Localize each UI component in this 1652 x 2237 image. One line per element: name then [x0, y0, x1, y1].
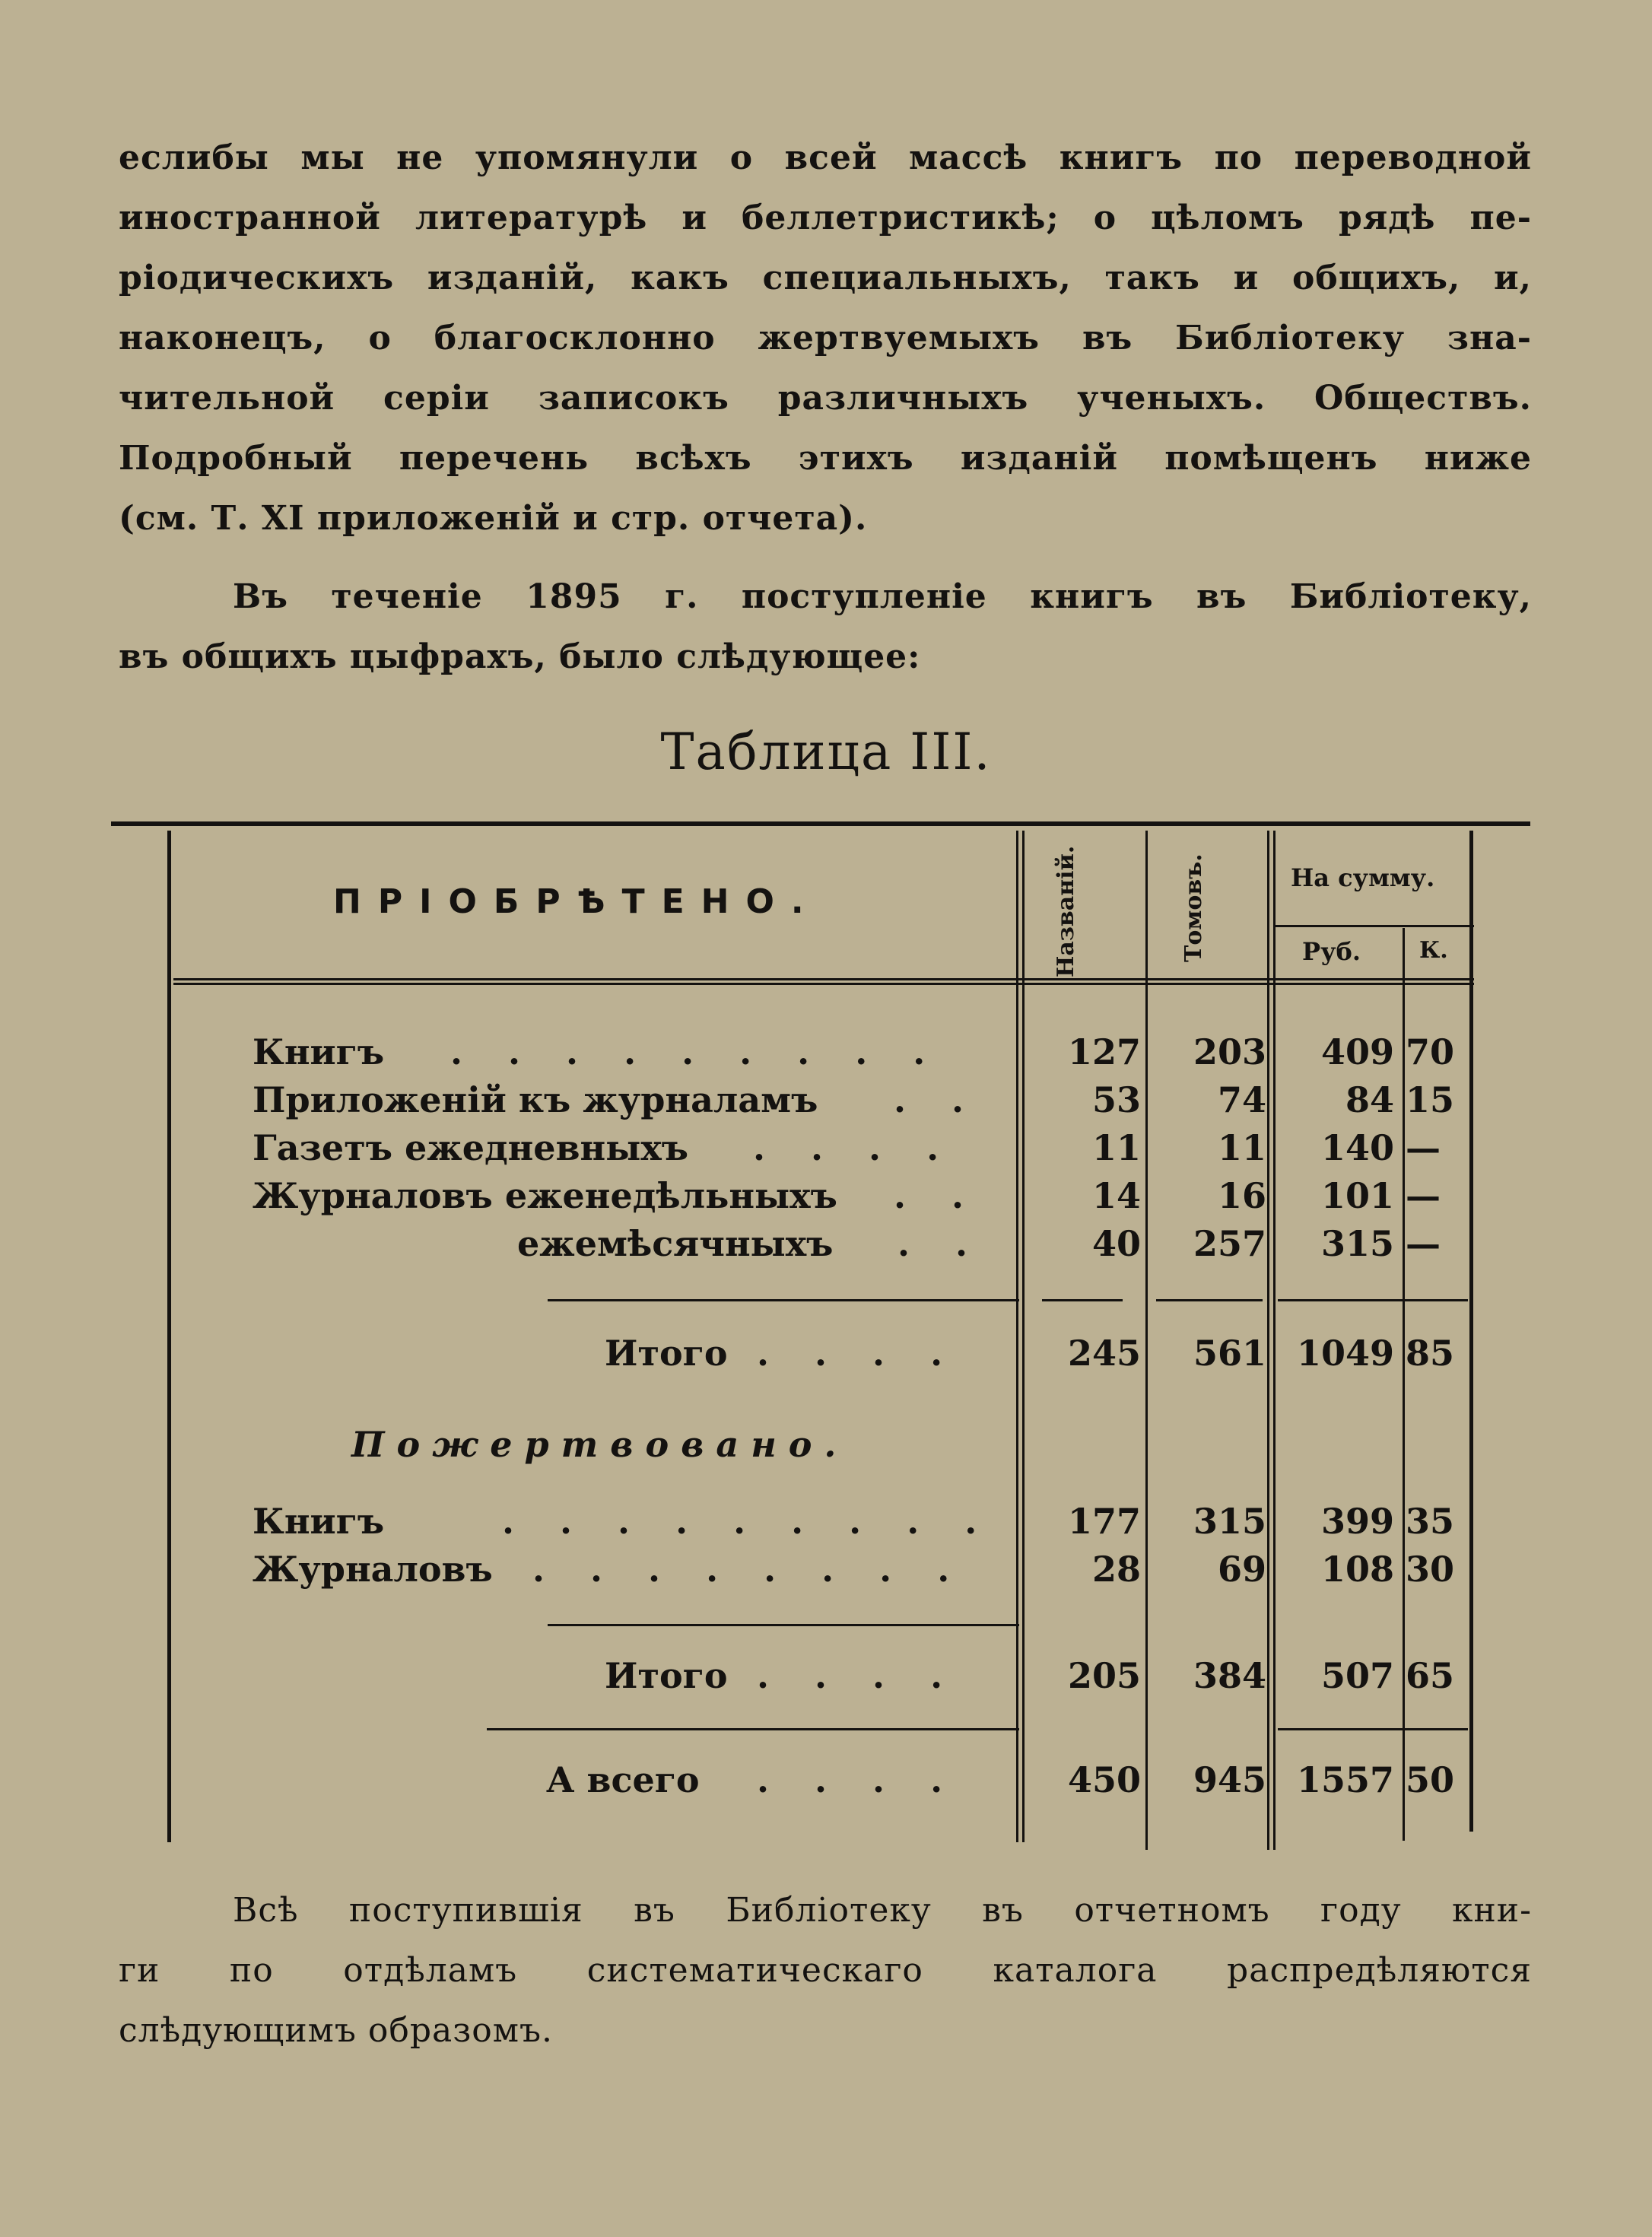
rub-value: 140 [1320, 1127, 1394, 1168]
rub-value: 101 [1320, 1175, 1394, 1216]
rub-value: 399 [1320, 1501, 1394, 1542]
leader-dots: . . . . . . . . . [502, 1501, 994, 1542]
header-kop: К. [1419, 937, 1448, 964]
table-row [0, 1127, 1652, 1174]
column-rule [1278, 1299, 1468, 1301]
rub-value: 409 [1320, 1031, 1394, 1072]
row-label: Итого [605, 1333, 728, 1374]
rub-value: 1557 [1296, 1759, 1394, 1800]
row-label: ежемѣсячныхъ [517, 1223, 834, 1264]
table-top-rule [111, 821, 1530, 826]
leader-dots: . . [894, 1079, 981, 1120]
kop-value: — [1406, 1127, 1441, 1168]
header-rub: Руб. [1302, 937, 1361, 966]
volumes-value: 69 [1217, 1549, 1266, 1590]
header-volumes: Томовъ. [1180, 853, 1207, 962]
leader-dots: . . . . . . . . . [450, 1031, 942, 1072]
summary-paragraph [119, 567, 1532, 687]
leader-dots: . . . . [757, 1333, 960, 1374]
table-row [0, 1031, 1652, 1079]
text-line: Подробный перечень всѣхъ этихъ изданій помѣщенъ ниже [119, 439, 1532, 478]
kop-value: 30 [1406, 1549, 1455, 1590]
sum-sub-rule [1275, 925, 1474, 927]
table-row [0, 1549, 1652, 1596]
section-heading-donated: Пожертвовано. [351, 1424, 849, 1465]
text-line: наконецъ, о благосклонно жертвуемыхъ въ Библіотеку зна- [119, 319, 1532, 357]
titles-value: 11 [1091, 1127, 1141, 1168]
text-line: еслибы мы не упомянули о всей массѣ книгъ по переводной [119, 138, 1532, 177]
volumes-value: 11 [1217, 1127, 1266, 1168]
text-line: ги по отдѣламъ систематическаго каталога распредѣляются [119, 1951, 1532, 1990]
row-label: Приложеній къ журналамъ [253, 1079, 818, 1120]
intro-paragraph [119, 128, 1532, 548]
table-row [0, 1175, 1652, 1222]
kop-value: 85 [1406, 1333, 1455, 1374]
row-label: А всего [546, 1759, 700, 1800]
rub-value: 507 [1320, 1655, 1394, 1696]
rub-value: 84 [1345, 1079, 1394, 1120]
header-titles: Названій. [1053, 845, 1079, 977]
leader-dots: . . . . [757, 1655, 960, 1696]
titles-value: 205 [1067, 1655, 1141, 1696]
volumes-value: 203 [1193, 1031, 1266, 1072]
text-line: (см. Т. XI приложеній и стр. отчета). [119, 499, 868, 538]
volumes-value: 945 [1193, 1759, 1266, 1800]
leader-dots: . . [894, 1175, 981, 1216]
leader-dots: . . . . [753, 1127, 956, 1168]
volumes-value: 315 [1193, 1501, 1266, 1542]
leader-dots: . . . . [757, 1759, 960, 1800]
kop-value: — [1406, 1175, 1441, 1216]
row-label: Журналовъ еженедѣльныхъ [253, 1175, 837, 1216]
text-line: иностранной литературѣ и беллетристикѣ; о цѣломъ рядѣ пе- [119, 199, 1532, 237]
row-label: Итого [605, 1655, 728, 1696]
header-sum: На сумму. [1291, 863, 1435, 892]
rub-value: 108 [1320, 1549, 1394, 1590]
leader-dots: . . [897, 1223, 985, 1264]
header-acquired: ПРІОБРѢТЕНО. [333, 882, 821, 921]
titles-value: 14 [1091, 1175, 1141, 1216]
subtotal-rule [487, 1728, 1019, 1730]
titles-value: 177 [1067, 1501, 1141, 1542]
kop-value: 15 [1406, 1079, 1455, 1120]
column-rule [1042, 1299, 1123, 1301]
row-label: Журналовъ [253, 1549, 493, 1590]
volumes-value: 384 [1193, 1655, 1266, 1696]
row-label: Газетъ ежедневныхъ [253, 1127, 689, 1168]
header-bottom-rule [173, 978, 1474, 980]
kop-value: — [1406, 1223, 1441, 1264]
titles-value: 53 [1091, 1079, 1141, 1120]
table-row-subtotal [0, 1333, 1652, 1380]
table-title: Таблица III. [660, 723, 992, 781]
table-row-subtotal [0, 1655, 1652, 1702]
column-rule [1156, 1299, 1263, 1301]
volumes-value: 257 [1193, 1223, 1266, 1264]
kop-value: 70 [1406, 1031, 1455, 1072]
rub-value: 1049 [1296, 1333, 1394, 1374]
kop-value: 65 [1406, 1655, 1455, 1696]
text-line: чительной серіи записокъ различныхъ ученыхъ. Обществъ. [119, 379, 1532, 418]
titles-value: 28 [1091, 1549, 1141, 1590]
row-label: Книгъ [253, 1031, 385, 1072]
titles-value: 450 [1067, 1759, 1141, 1800]
column-rule [1278, 1728, 1468, 1730]
table-row [0, 1079, 1652, 1126]
subtotal-rule [548, 1624, 1019, 1626]
leader-dots: . . . . . . . . [532, 1549, 967, 1590]
closing-paragraph [119, 1880, 1532, 2061]
kop-value: 50 [1406, 1759, 1455, 1800]
row-label: Книгъ [253, 1501, 385, 1542]
volumes-value: 16 [1217, 1175, 1266, 1216]
table-row-grand-total [0, 1759, 1652, 1806]
titles-value: 127 [1067, 1031, 1141, 1072]
text-line: слѣдующимъ образомъ. [119, 2011, 553, 2050]
volumes-value: 561 [1193, 1333, 1266, 1374]
text-line: Въ теченіе 1895 г. поступленіе книгъ въ Библіотеку, [233, 577, 1532, 616]
table-row [0, 1223, 1652, 1270]
text-line: Всѣ поступившія въ Библіотеку въ отчетномъ году кни- [233, 1891, 1532, 1930]
text-line: ріодическихъ изданій, какъ специальныхъ, такъ и общихъ, и, [119, 259, 1532, 297]
volumes-value: 74 [1217, 1079, 1266, 1120]
titles-value: 40 [1091, 1223, 1141, 1264]
header-bottom-rule [173, 983, 1474, 985]
subtotal-rule [548, 1299, 1019, 1301]
rub-value: 315 [1320, 1223, 1394, 1264]
kop-value: 35 [1406, 1501, 1455, 1542]
text-line: въ общихъ цыфрахъ, было слѣдующее: [119, 637, 921, 676]
titles-value: 245 [1067, 1333, 1141, 1374]
table-row [0, 1501, 1652, 1548]
